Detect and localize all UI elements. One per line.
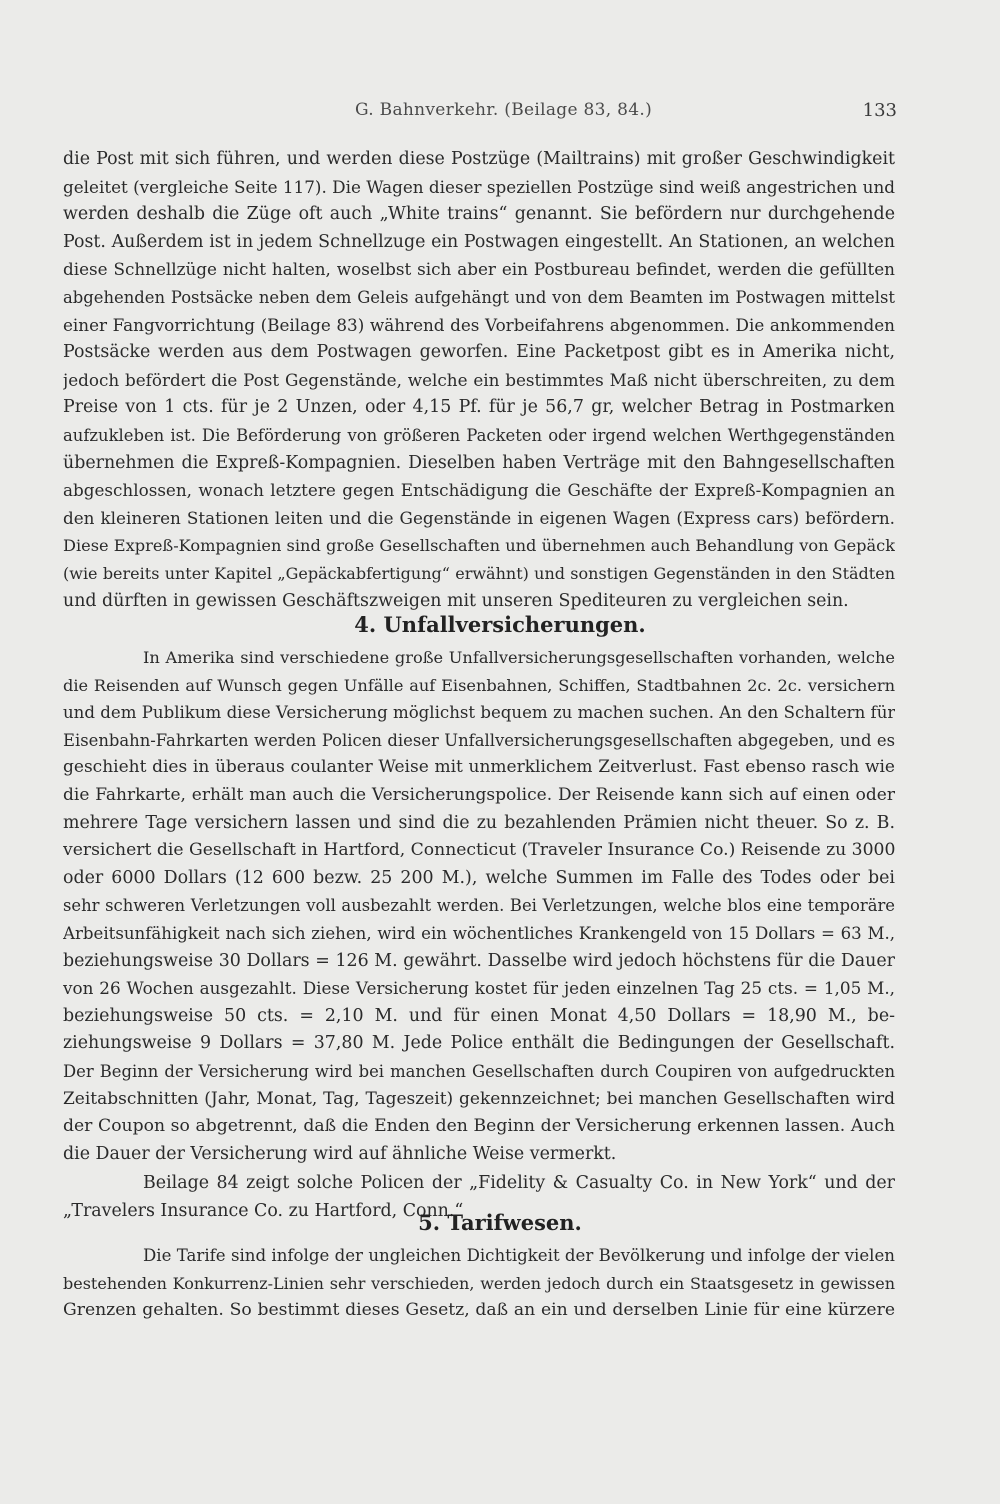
section-heading-5: 5. Tarifwesen. [418,1210,582,1235]
text-line: die Dauer der Versicherung wird auf ähnliche Weise vermerkt. [63,1143,617,1164]
text-line: und dürften in gewissen Geschäftszweigen mit unseren Spediteuren zu vergleichen sein. [63,590,849,611]
text-line: einer Fangvorrichtung (Beilage 83) während des Vorbeifahrens abgenommen. Die ankommenden [63,314,895,335]
running-title: G. Bahnverkehr. (Beilage 83, 84.) [355,100,653,120]
paragraph-accident-insurance [63,644,895,1168]
text-line: versichert die Gesellschaft in Hartford, Connecticut (Traveler Insurance Co.) Reisende zu 3000 [63,840,895,861]
text-line: geschieht dies in überaus coulanter Weise mit unmerklichem Zeitverlust. Fast ebenso rasch wie [63,757,895,778]
text-line: Preise von 1 cts. für je 2 Unzen, oder 4,15 Pf. für je 56,7 gr, welcher Betrag in Postmarken [63,397,895,418]
text-line: Der Beginn der Versicherung wird bei manchen Gesellschaften durch Coupiren von aufgedruckten [63,1061,895,1081]
page-number: 133 [862,100,897,121]
text-line: geleitet (vergleiche Seite 117). Die Wagen dieser speziellen Postzüge sind weiß angestrichen und [63,176,895,197]
text-line: In Amerika sind verschiedene große Unfallversicherungsgesellschaften vorhanden, welche [143,648,895,667]
text-line: Diese Expreß-Kompagnien sind große Gesellschaften und übernehmen auch Behandlung von Gepäck [63,536,895,556]
text-line: mehrere Tage versichern lassen und sind die zu bezahlenden Prämien nicht theuer. So z. B. [63,812,895,833]
text-line: Grenzen gehalten. So bestimmt dieses Gesetz, daß an ein und derselben Linie für eine kürzere [63,1300,895,1321]
text-line: werden deshalb die Züge oft auch „White trains“ genannt. Sie befördern nur durchgehende [63,204,895,225]
text-line: ziehungsweise 9 Dollars = 37,80 M. Jede Police enthält die Bedingungen der Gesellschaft. [63,1033,895,1054]
text-line: (wie bereits unter Kapitel „Gepäckabfertigung“ erwähnt) und sonstigen Gegenständen in den Städten [63,563,895,583]
text-line: übernehmen die Expreß-Kompagnien. Dieselben haben Verträge mit den Bahngesellschaften [63,452,895,473]
text-line: beziehungsweise 30 Dollars = 126 M. gewährt. Dasselbe wird jedoch höchstens für die Dauer [63,950,895,971]
running-head [0,100,1000,128]
text-line: die Fahrkarte, erhält man auch die Versicherungspolice. Der Reisende kann sich auf einen oder [63,784,895,805]
paragraph-tariffs [63,1242,895,1325]
text-line: oder 6000 Dollars (12 600 bezw. 25 200 M.), welche Summen im Falle des Todes oder bei [63,867,895,888]
text-line: aufzukleben ist. Die Beförderung von größeren Packeten oder irgend welchen Werthgegenständen [63,425,895,445]
text-line: Post. Außerdem ist in jedem Schnellzuge ein Postwagen eingestellt. An Stationen, an welchen [63,231,895,252]
text-line: Beilage 84 zeigt solche Policen der „Fidelity & Casualty Co. in New York“ und der [143,1173,895,1193]
text-line: abgehenden Postsäcke neben dem Geleis aufgehängt und von dem Beamten im Postwagen mittelst [63,287,895,307]
text-line: jedoch befördert die Post Gegenstände, welche ein bestimmtes Maß nicht überschreiten, zu dem [63,369,895,390]
text-line: den kleineren Stationen leiten und die Gegenstände in eigenen Wagen (Express cars) befördern. [63,507,895,528]
text-line: die Post mit sich führen, und werden diese Postzüge (Mailtrains) mit großer Geschwindigkeit [63,149,895,169]
text-line: abgeschlossen, wonach letztere gegen Entschädigung die Geschäfte der Expreß-Kompagnien an [63,480,895,501]
text-line: Postsäcke werden aus dem Postwagen geworfen. Eine Packetpost gibt es in Amerika nicht, [63,342,895,363]
paragraph-postal-service [63,146,895,615]
text-line: Die Tarife sind infolge der ungleichen Dichtigkeit der Bevölkerung und infolge der vielen [143,1246,895,1265]
text-line: bestehenden Konkurrenz-Linien sehr verschieden, werden jedoch durch ein Staatsgesetz in gewissen [63,1273,895,1293]
text-line: und dem Publikum diese Versicherung möglichst bequem zu machen suchen. An den Schaltern für [63,703,895,723]
section-heading-4: 4. Unfallversicherungen. [354,612,646,637]
text-line: von 26 Wochen ausgezahlt. Diese Versicherung kostet für jeden einzelnen Tag 25 cts. = 1,05 M., [63,978,895,999]
text-line: der Coupon so abgetrennt, daß die Enden den Beginn der Versicherung erkennen lassen. Auch [63,1116,895,1137]
text-line: Zeitabschnitten (Jahr, Monat, Tag, Tageszeit) gekennzeichnet; bei manchen Gesellschaften wird [63,1088,895,1109]
text-line: „Travelers Insurance Co. zu Hartford, Conn.“ [63,1200,464,1221]
text-line: diese Schnellzüge nicht halten, woselbst sich aber ein Postbureau befindet, werden die gefüllten [63,259,895,280]
text-line: die Reisenden auf Wunsch gegen Unfälle auf Eisenbahnen, Schiffen, Stadtbahnen 2c. 2c. versichern [63,675,895,695]
text-line: Arbeitsunfähigkeit nach sich ziehen, wird ein wöchentliches Krankengeld von 15 Dollars = 63 M., [63,923,895,943]
text-line: beziehungsweise 50 cts. = 2,10 M. und für einen Monat 4,50 Dollars = 18,90 M., be- [63,1005,895,1026]
text-line: sehr schweren Verletzungen voll ausbezahlt werden. Bei Verletzungen, welche blos eine temporäre [63,896,895,916]
text-line: Eisenbahn-Fahrkarten werden Policen dieser Unfallversicherungsgesellschaften abgegeben, und es [63,730,895,750]
